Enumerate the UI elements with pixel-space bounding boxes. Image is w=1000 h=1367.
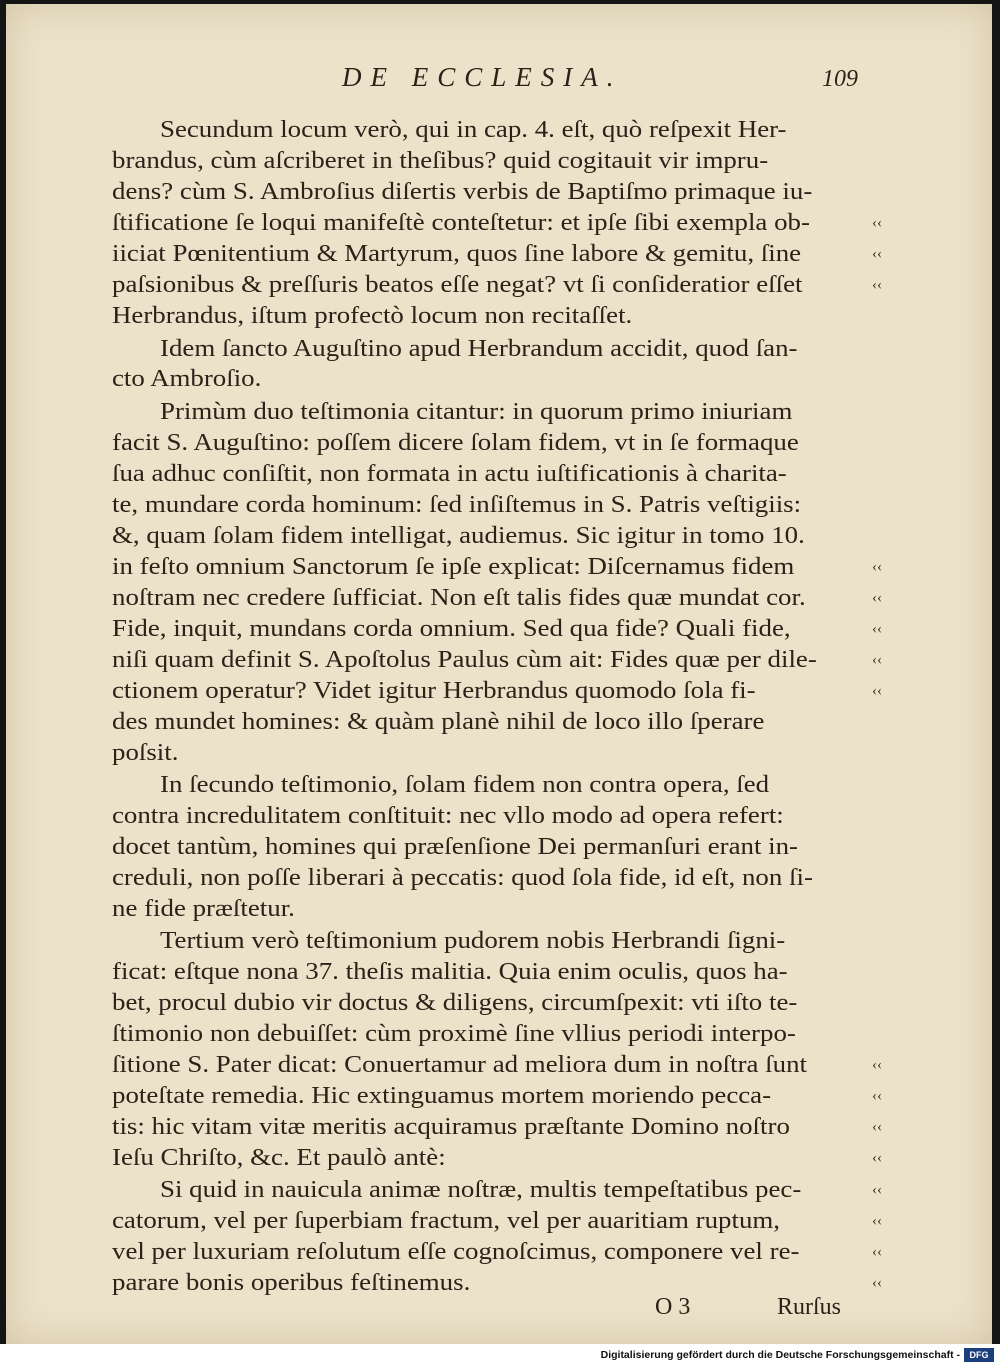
- quotation-mark: ‹‹: [872, 1119, 882, 1135]
- text-line: Herbrandus, iſtum profectò locum non recitaſſet.: [112, 303, 633, 329]
- text-line: Secundum locum verò, qui in cap. 4. eſt, quò reſpexit Her-: [160, 117, 787, 143]
- text-line: cto Ambroſio.: [112, 366, 262, 392]
- text-line: &, quam ſolam fidem intelligat, audiemus. Sic igitur in tomo 10.: [112, 523, 805, 549]
- text-line: dens? cùm S. Ambroſius diſertis verbis de Baptiſmo primaque iu-: [112, 179, 813, 205]
- text-line: poteſtate remedia. Hic extinguamus mortem moriendo pecca-: [112, 1083, 772, 1109]
- text-line: bet, procul dubio vir doctus & diligens, circumſpexit: vti iſto te-: [112, 990, 798, 1016]
- text-line: des mundet homines: & quàm planè nihil de loco illo ſperare: [112, 709, 765, 735]
- quotation-mark: ‹‹: [872, 1057, 882, 1073]
- text-line: contra incredulitatem conſtituit: nec vllo modo ad opera refert:: [112, 803, 784, 829]
- text-line: tis: hic vitam vitæ meritis acquiramus præſtante Domino noſtro: [112, 1114, 790, 1140]
- quotation-mark: ‹‹: [872, 246, 882, 262]
- digitization-footer: [0, 1344, 1000, 1367]
- signature-mark: O 3: [655, 1294, 691, 1320]
- catchword: Rurſus: [777, 1294, 842, 1320]
- text-line: brandus, cùm aſcriberet in theſibus? quid cogitauit vir impru-: [112, 148, 769, 174]
- text-line: poſsit.: [112, 740, 179, 766]
- text-line: iiciat Pœnitentium & Martyrum, quos ſine labore & gemitu, ſine: [112, 241, 802, 267]
- quotation-mark: ‹‹: [872, 1213, 882, 1229]
- text-line: ctionem operatur? Videt igitur Herbrandus quomodo ſola fi-: [112, 678, 756, 704]
- text-line: ſitione S. Pater dicat: Conuertamur ad meliora dum in noſtra ſunt: [112, 1052, 807, 1078]
- book-page: [6, 4, 992, 1344]
- text-line: in feſto omnium Sanctorum ſe ipſe explicat: Diſcernamus fidem: [112, 554, 795, 580]
- quotation-mark: ‹‹: [872, 215, 882, 231]
- text-line: ſtificatione ſe loqui manifeſtè conteſtetur: et ipſe ſibi exempla ob-: [112, 210, 810, 236]
- text-line: creduli, non poſſe liberari à peccatis: quod ſola fide, id eſt, non ſi-: [112, 865, 813, 891]
- quotation-mark: ‹‹: [872, 1150, 882, 1166]
- quotation-mark: ‹‹: [872, 1244, 882, 1260]
- text-line: Tertium verò teſtimonium pudorem nobis Herbrandi ſigni-: [160, 928, 786, 954]
- text-line: paſsionibus & preſſuris beatos eſſe negat? vt ſi conſideratior eſſet: [112, 272, 803, 298]
- text-line: catorum, vel per ſuperbiam fractum, vel per auaritiam ruptum,: [112, 1208, 781, 1234]
- quotation-mark: ‹‹: [872, 621, 882, 637]
- quotation-mark: ‹‹: [872, 652, 882, 668]
- text-line: Ieſu Chriſto, &c. Et paulò antè:: [112, 1145, 446, 1171]
- text-line: ne fide præſtetur.: [112, 896, 295, 922]
- quotation-mark: ‹‹: [872, 1275, 882, 1291]
- text-line: parare bonis operibus feſtinemus.: [112, 1270, 471, 1296]
- text-line: Idem ſancto Auguſtino apud Herbrandum accidit, quod ſan-: [160, 336, 798, 362]
- text-line: noſtram nec credere ſufficiat. Non eſt talis fides quæ mundat cor.: [112, 585, 806, 611]
- text-line: Primùm duo teſtimonia citantur: in quorum primo iniuriam: [160, 399, 793, 425]
- text-line: facit S. Auguſtino: poſſem dicere ſolam fidem, vt in ſe formaque: [112, 430, 799, 456]
- quotation-mark: ‹‹: [872, 1088, 882, 1104]
- text-line: niſi quam definit S. Apoſtolus Paulus cùm ait: Fides quæ per dile-: [112, 647, 817, 673]
- running-head: DE ECCLESIA.: [342, 62, 623, 92]
- text-line: Fide, inquit, mundans corda omnium. Sed qua fide? Quali fide,: [112, 616, 791, 642]
- dfg-logo: DFG: [964, 1348, 994, 1362]
- quotation-mark: ‹‹: [872, 559, 882, 575]
- text-line: ficat: eſtque nona 37. theſis malitia. Quia enim oculis, quos ha-: [112, 959, 788, 985]
- quotation-mark: ‹‹: [872, 683, 882, 699]
- text-line: te, mundare corda hominum: ſed inſiſtemus in S. Patris veſtigiis:: [112, 492, 802, 518]
- text-line: In ſecundo teſtimonio, ſolam fidem non contra opera, ſed: [160, 772, 770, 798]
- funding-notice: Digitalisierung gefördert durch die Deutsche Forschungsgemeinschaft -: [600, 1349, 960, 1361]
- text-line: ſtimonio non debuiſſet: cùm proximè ſine vllius periodi interpo-: [112, 1021, 796, 1047]
- quotation-mark: ‹‹: [872, 1182, 882, 1198]
- text-line: Si quid in nauicula animæ noſtræ, multis tempeſtatibus pec-: [160, 1177, 802, 1203]
- text-line: docet tantùm, homines qui præſenſione Dei permanſuri erant in-: [112, 834, 799, 860]
- quotation-mark: ‹‹: [872, 277, 882, 293]
- page-number: 109: [822, 66, 858, 92]
- text-line: vel per luxuriam reſolutum eſſe cognoſcimus, componere vel re-: [112, 1239, 800, 1265]
- text-line: ſua adhuc conſiſtit, non formata in actu iuſtificationis à charita-: [112, 461, 787, 487]
- quotation-mark: ‹‹: [872, 590, 882, 606]
